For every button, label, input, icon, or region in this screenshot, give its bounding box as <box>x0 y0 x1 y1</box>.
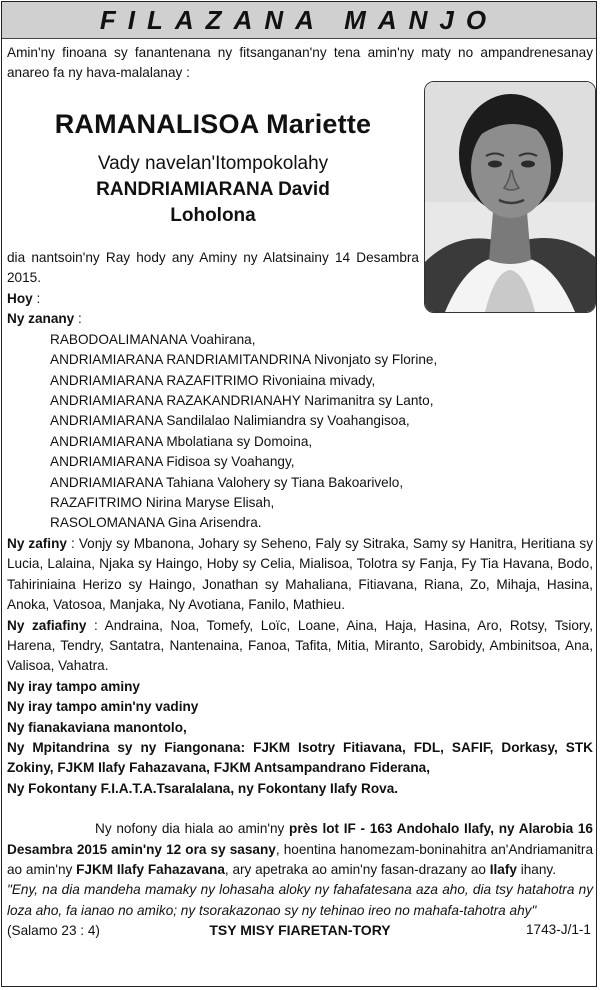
great-grandchildren-text: : Andraina, Noa, Tomefy, Loïc, Loane, Aina, Haja, Hasina, Aro, Rotsy, Tsiory, Harena, Tendry, Santatra, Nantenaina, Fanoa, Tafita, Mitia, Miranto, Sarobidy, Ambinitsoa, Ana, Valisoa, Vahatra. <box>7 617 594 674</box>
spouse-status: Loholona <box>170 205 256 226</box>
relative-line: Ny iray tampo amin'ny vadiny <box>7 699 199 715</box>
grandchildren-label: Ny zafiny <box>7 535 67 551</box>
list-item: RASOLOMANANA Gina Arisendra. <box>50 515 262 531</box>
list-item: ANDRIAMIARANA RAZAKANDRIANAHY Narimanitra sy Lanto, <box>50 393 434 409</box>
notice-header <box>2 2 596 39</box>
family-section <box>7 289 593 942</box>
children-suffix: : <box>74 311 82 327</box>
list-item: ANDRIAMIARANA Tahiana Valohery sy Tiana Bakoarivelo, <box>50 474 404 490</box>
list-item: ANDRIAMIARANA Sandilalao Nalimiandra sy Voahangisoa, <box>50 413 410 429</box>
funeral-paragraph <box>7 819 593 880</box>
funeral-church: FJKM Ilafy Fahazavana <box>76 861 225 877</box>
list-item: ANDRIAMIARANA RAZAFITRIMO Rivoniaina mivady, <box>50 372 376 388</box>
portrait-image <box>425 82 595 312</box>
spouse-name: RANDRIAMIARANA David <box>96 179 330 200</box>
list-item: RABODOALIMANANA Voahirana, <box>50 331 256 347</box>
notice-frame <box>1 1 597 987</box>
list-item: ANDRIAMIARANA Mbolatiana sy Domoina, <box>50 433 313 449</box>
list-item: RAZAFITRIMO Nirina Maryse Elisah, <box>50 495 275 511</box>
relative-line: Ny iray tampo aminy <box>7 678 140 694</box>
funeral-text: , hoentina hanomezam-boninahitra an'Andriamanitra ao amin'ny <box>7 841 594 877</box>
spouse-block <box>7 151 419 229</box>
bible-quote: "Eny, na dia mandeha mamaky ny lohasaha aloky ny fahafatesana aza aho, dia tsy hatahotra ny loza aho, fa ianao no amiko; ny tsorakazonao sy ny tehinao ireo no mahafa-tahotra ahy" <box>7 882 593 918</box>
hoy-label: Hoy <box>7 291 33 306</box>
deceased-photo <box>424 81 596 313</box>
death-notice: dia nantsoin'ny Ray hody any Aminy ny Alatsinainy 14 Desambra 2015. <box>7 250 419 286</box>
grandchildren-text: : Vonjy sy Mbanona, Johary sy Seheno, Faly sy Sitraka, Samy sy Hanitra, Heritiana sy Lucia, Lalaina, Njaka sy Haingo, Hoby sy Celia, Mialisoa, Tolotra sy Fanja, Fy Tia Havana, Bodo, Tahiriniaina Herizo sy Haingo, Jonathan sy Mahaliana, Fitiavana, Riana, Zo, Mihaja, Hasina, Anoka, Vatosoa, Manjaka, Ny Avotiana, Fanilo, Mathieu. <box>7 535 593 613</box>
great-grandchildren-label: Ny zafiafiny <box>7 617 87 633</box>
children-list <box>7 330 593 534</box>
relative-line: Ny fianakaviana manontolo, <box>7 719 187 735</box>
list-item: ANDRIAMIARANA RANDRIAMITANDRINA Nivonjato sy Florine, <box>50 352 438 368</box>
children-label: Ny zanany <box>7 311 75 327</box>
church-line: Ny Mpitandrina sy ny Fiangonana: FJKM Isotry Fitiavana, FDL, SAFIF, Dorkasy, STK Zokiny, FJKM Ilafy Fahazavana, FJKM Antsampandrano Fiderana, <box>7 739 593 776</box>
funeral-burial-place: Ilafy <box>489 861 517 877</box>
grandchildren-paragraph <box>7 534 593 616</box>
intro-text: Amin'ny finoana sy fanantenana ny fitsanganan'ny tena amin'ny maty no ampandrenesanay anareo fa ny hava-malalanay : <box>7 45 593 81</box>
fokontany-line: Ny Fokontany F.I.A.T.A.Tsaralalana, ny Fokontany Ilafy Rova. <box>7 780 399 796</box>
spouse-line: Vady navelan'Itompokolahy <box>97 153 329 174</box>
hoy-suffix: : <box>32 291 41 306</box>
deceased-name: RAMANALISOA Mariette <box>54 109 372 139</box>
great-grandchildren-paragraph <box>7 616 593 677</box>
footer-note: TSY MISY FIARETAN-TORY <box>209 922 391 938</box>
funeral-text: Ny nofony dia hiala ao amin'ny <box>95 821 290 837</box>
funeral-text: ihany. <box>516 861 556 877</box>
header-title: FILAZANA MANJO <box>99 4 499 35</box>
footer-reference: 1743-J/1-1 <box>526 922 591 937</box>
funeral-place-date: près lot IF - 163 Andohalo Ilafy, ny Alarobia 16 Desambra 2015 amin'ny 12 ora sy sasany <box>7 821 593 857</box>
notice-footer <box>7 922 593 942</box>
bible-quote-reference: (Salamo 23 : 4) <box>7 923 100 939</box>
spacer <box>7 799 593 819</box>
list-item: ANDRIAMIARANA Fidisoa sy Voahangy, <box>50 454 295 470</box>
funeral-text: , ary apetraka ao amin'ny fasan-drazany ao <box>224 861 490 877</box>
